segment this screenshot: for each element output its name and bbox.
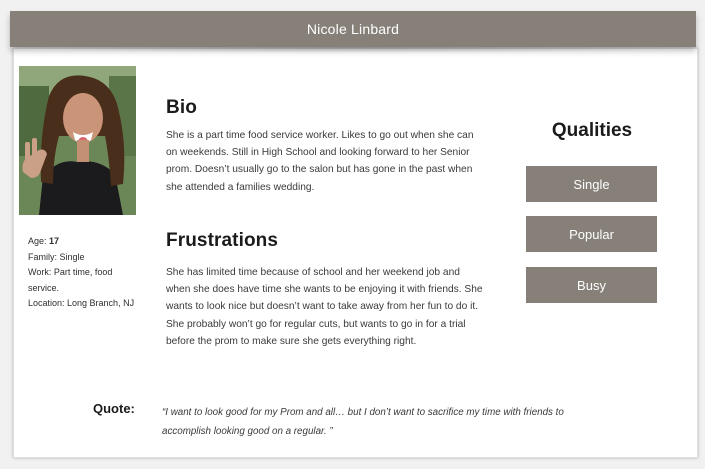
- bio-text: She is a part time food service worker. Likes to go out when she can on weekends. Still in High School and looking forward to her Senior prom. Doesn’t usually go to the salon but has gone in the past when she attended a families wedding.: [166, 130, 474, 193]
- location-line: Location: Long Branch, NJ: [28, 298, 135, 308]
- frustrations-heading: Frustrations: [166, 230, 279, 251]
- persona-facts: [28, 234, 138, 312]
- quote-text: “I want to look good for my Prom and all… but I don’t want to sacrifice my time with friends to accomplish looking good on a regular. ”: [162, 407, 564, 437]
- persona-photo-illustration: [19, 66, 136, 215]
- persona-photo: [19, 66, 136, 215]
- persona-name: Nicole Linbard: [306, 21, 400, 37]
- bio-heading: Bio: [166, 97, 197, 118]
- age-value: 17: [49, 236, 60, 246]
- quality-busy-button[interactable]: Busy: [526, 267, 657, 303]
- quality-single-button[interactable]: Single: [526, 166, 657, 202]
- persona-name-banner: [10, 11, 696, 47]
- work-line: Work: Part time, food service.: [28, 267, 113, 293]
- age-label: Age:: [28, 236, 47, 246]
- qualities-heading: Qualities: [551, 120, 633, 141]
- frustrations-text: She has limited time because of school and her weekend job and when she does have time she wants to be enjoying it with friends. She wants to look nice but doesn’t want to take away from her fun to do it. She probably won’t go for regular cuts, but wants to go in for a trial before the prom to make sure she gets everything right.: [166, 267, 483, 347]
- family-line: Family: Single: [28, 251, 85, 262]
- quality-popular-button[interactable]: Popular: [526, 216, 657, 252]
- age-line: [28, 234, 138, 250]
- quote-label: Quote:: [93, 401, 135, 416]
